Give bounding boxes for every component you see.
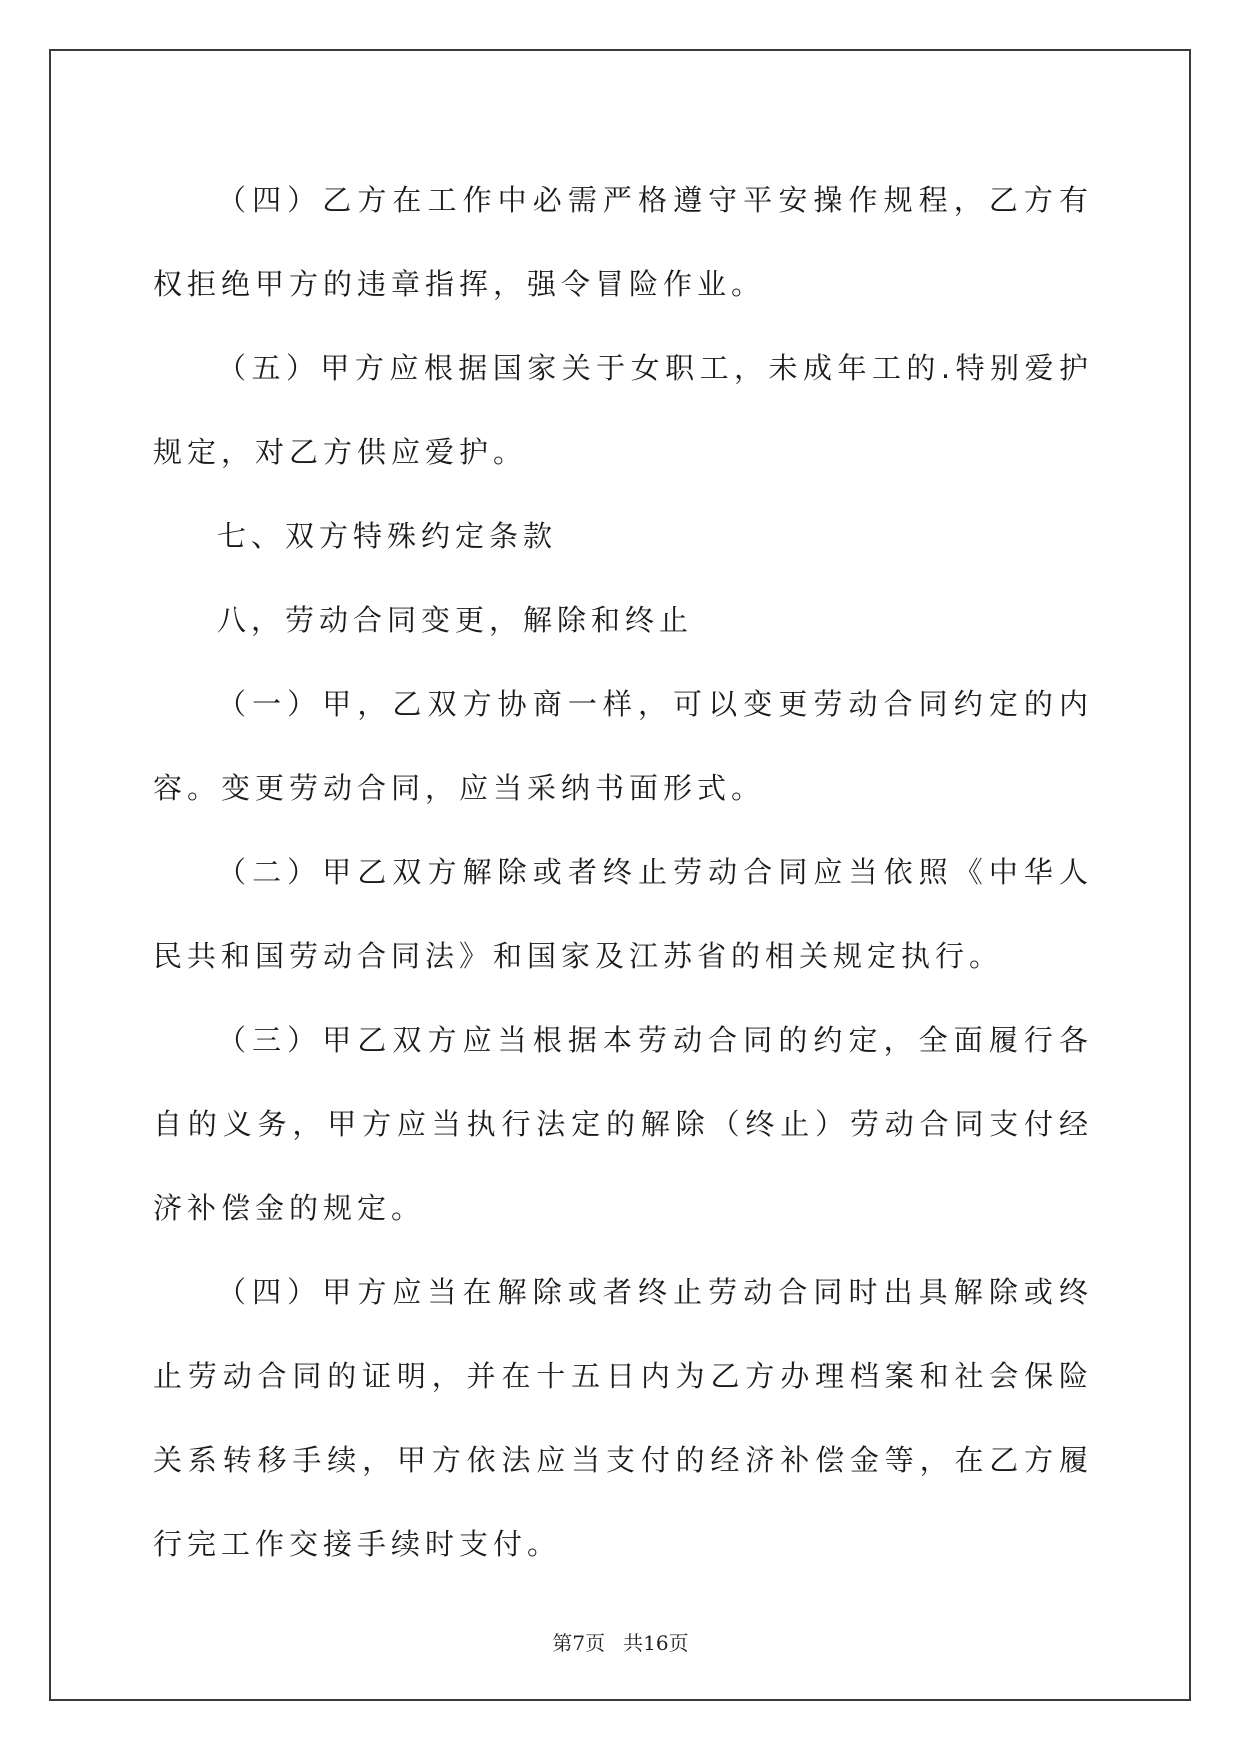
- section-heading-contract-change: 八，劳动合同变更，解除和终止: [217, 603, 694, 637]
- section-heading-special-terms: 七、双方特殊约定条款: [217, 519, 558, 553]
- paragraph-termination-certificate: （四）甲方应当在解除或者终止劳动合同时出具解除或终止劳动合同的证明，并在十五日内为乙方办理档案和社会保险关系转移手续，甲方依法应当支付的经济补偿金等，在乙方履行完工作交接手续时支付。: [153, 1275, 1093, 1561]
- paragraph-termination-law: （二）甲乙双方解除或者终止劳动合同应当依照《中华人民共和国劳动合同法》和国家及江苏省的相关规定执行。: [153, 855, 1093, 973]
- paragraph-obligations: （三）甲乙双方应当根据本劳动合同的约定，全面履行各自的义务，甲方应当执行法定的解除（终止）劳动合同支付经济补偿金的规定。: [153, 1023, 1093, 1225]
- paragraph-safety-rules: （四）乙方在工作中必需严格遵守平安操作规程，乙方有权拒绝甲方的违章指挥，强令冒险作业。: [153, 183, 1093, 301]
- page-total: 共16页: [623, 1631, 689, 1655]
- paragraph-female-protection: （五）甲方应根据国家关于女职工，未成年工的.特别爱护规定，对乙方供应爱护。: [153, 351, 1093, 469]
- paragraph-change-by-agreement: （一）甲，乙双方协商一样，可以变更劳动合同约定的内容。变更劳动合同，应当采纳书面形式。: [153, 687, 1093, 805]
- page-number: 第7页: [552, 1631, 606, 1655]
- document-body: [153, 158, 1093, 1586]
- page-footer: [0, 1627, 1241, 1656]
